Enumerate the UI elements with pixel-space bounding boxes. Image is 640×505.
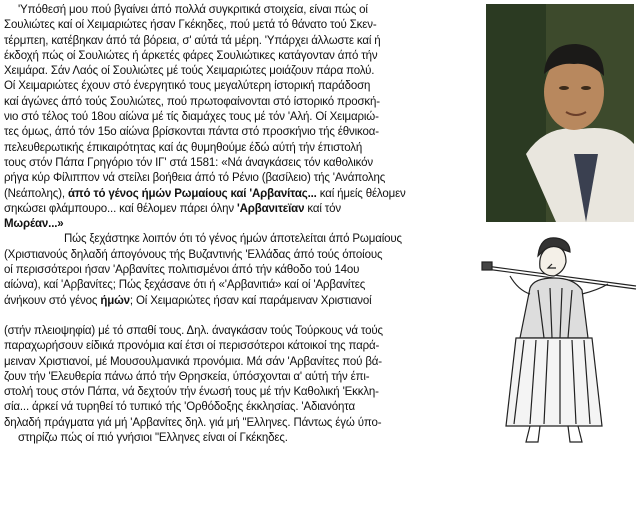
bold-quote: 'Αρβανιτεϊαν	[237, 202, 305, 215]
text-line	[4, 202, 477, 217]
text-line: έκδοχή πώς οί Σουλιώτες ή άρκετές φάρες Σουλιώτικες κατάγονταν άπό τήν	[4, 49, 378, 62]
text-line: στολή τους στόν Πάπα, νά δεχτούν τήν ένωσή τους μέ τήν Καθολική 'Εκκλη-	[4, 386, 379, 399]
text-line	[4, 294, 477, 309]
text-run: άνήκουν στό γένος	[4, 294, 101, 307]
text-run: καί τόν	[304, 202, 342, 215]
text-line	[4, 187, 477, 202]
text-line: καί άγώνες άπό τούς Σουλιώτες, πού πρωτοφαίνονται στό ίστορικό προσκή-	[4, 95, 380, 108]
text-line: τέρμπεη, κατέβηκαν άπό τά βόρεια, σ' αύτά τά μέρη. 'Υπάρχει άλλωστε καί ή	[4, 34, 381, 47]
text-line	[4, 217, 477, 232]
text-line: τες όμως, άπό τόν 15ο αίώνα βρίσκονται πάντα στό προσκήνιο τής έθνικοα-	[4, 126, 379, 139]
text-line: παραχωρήσουν είδικά προνόμια καί έτσι οί περισσότεροι κάτοικοί της παρά-	[4, 340, 380, 353]
text-line: στηρίζω πώς οί πιό γνήσιοι "Ελληνες είναι οί Γκέκηδες.	[18, 432, 288, 445]
portrait-illustration	[486, 4, 634, 222]
article-text-upper	[4, 3, 477, 309]
text-line: Πώς ξεχάστηκε λοιπόν ότι τό γένος ήμών άποτελείται άπό Ρωμαίους	[64, 233, 402, 246]
text-run: (Νεάπολης),	[4, 187, 68, 200]
text-line: μειναν Χριστιανοί, μέ Μουσουλμανικά προνόμια. Μά σάν 'Αρβανίτες πού βά-	[4, 355, 382, 368]
text-line: οί περισσότεροι ήσαν 'Αρβανίτες πολιτισμένοι άπό τήν κάθοδο τού 14ου	[4, 264, 360, 277]
bold-word: ήμών	[100, 294, 130, 307]
text-line: Χειμάρα. Σάν Λαός οί Σουλιώτες μέ τούς Χειμαριώτες μοιάζουν πάρα πολύ.	[4, 65, 375, 78]
text-line: ζουν τήν 'Ελευθερία πάνω άπό τήν Θρησκεία, ύπόσχονται α' αύτή τήν έπι-	[4, 370, 370, 383]
text-line: αίώνα), καί 'Αρβανίτες; Πώς ξεχάσανε ότι ή «'Αρβανιτιά» καί οί 'Αρβανίτες	[4, 279, 366, 292]
text-run: καί ήμείς θέλομεν	[316, 187, 406, 200]
author-photo	[486, 4, 634, 222]
text-line: 'Υπόθεσή μου πού βγαίνει άπό πολλά συγκριτικά στοιχεία, είναι πώς οί	[18, 4, 368, 16]
warrior-sketch	[478, 228, 640, 446]
text-run: ; Οί Χειμαριώτες ήσαν καί παράμειναν Χριστιανοί	[129, 294, 372, 307]
text-line: ρήγα κύρ Φίλιππον νά στείλει βοήθεια άπό τό Ρένιο (βασίλειο) τής 'Ανάπολης	[4, 172, 386, 185]
text-line: σία... άρκεί νά τυρηθεί τό τυπικό τής 'Ορθόδοξης έκκλησίας. 'Αδιανόητα	[4, 401, 355, 414]
text-line: πελευθερωτικής έπικαιρότητας καί άς θυμηθούμε έδώ αύτή τήν έπιστολή	[4, 141, 363, 154]
bold-quote: Μωρέαν...»	[4, 218, 64, 231]
chimarriote-figure-drawing	[478, 228, 640, 446]
text-line: δηλαδή πράγματα γιά μή 'Αρβανίτες δηλ. γιά μή "Ελληνες. Πάντως έγώ ύπο-	[4, 416, 382, 429]
text-line: Οί Χειμαριώτες έχουν στό ένεργητικό τους μεγαλύτερη ίστορική παράδοση	[4, 80, 371, 93]
text-line: (στήν πλειοψηφία) μέ τό σπαθί τους. Δηλ. άναγκάσαν τούς Τούρκους νά τούς	[4, 325, 383, 337]
bold-quote: άπό τό γένος ήμών Ρωμαίους καί 'Αρβανίτας...	[67, 187, 317, 200]
text-line: (Χριστιανούς δηλαδή άπογόνους τής Βυζαντινής 'Ελλάδας άπό τούς όποίους	[4, 248, 383, 261]
text-line: τους στόν Πάπα Γρηγόριο τόν ΙΓ' στά 1581: «Νά άναγκάσεις τόν καθολικόν	[4, 156, 373, 169]
text-run: σηκώσει φλάμπουρο... καί θέλομεν πάρει όλην	[4, 202, 238, 215]
text-line: Σουλιώτες καί οί Χειμαριώτες ήσαν Γκέκηδες, πού μετά τό θάνατο τού Σκεν-	[4, 19, 377, 32]
text-line: νιο στό τέλος τού 18ου αίώνα μέ τίς διαμάχες τους μέ τόν 'Αλή. Οί Χειμαριώ-	[4, 111, 379, 124]
